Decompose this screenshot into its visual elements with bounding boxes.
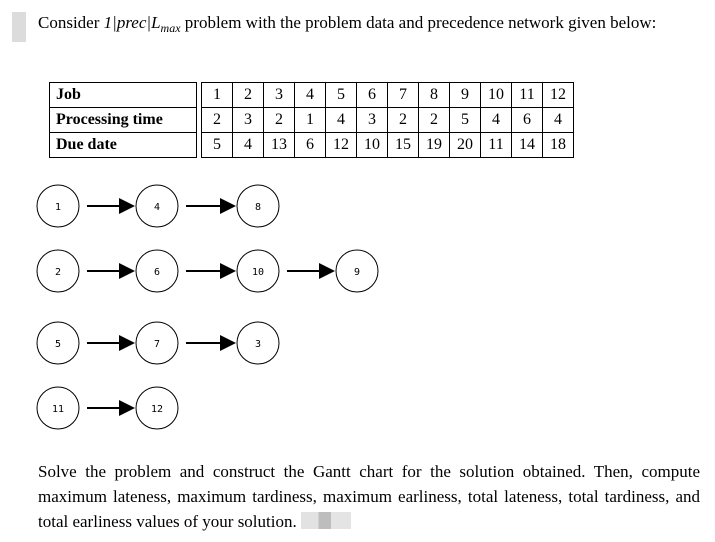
job-number-cell: 2: [233, 83, 264, 108]
due-date-cell: 20: [450, 133, 481, 158]
job-node-label: 5: [54, 339, 62, 350]
due-date-cell: 15: [388, 133, 419, 158]
job-number-cell: 9: [450, 83, 481, 108]
due-date-cell: 12: [326, 133, 357, 158]
job-number-cell: 8: [419, 83, 450, 108]
processing-time-cell: 4: [481, 108, 512, 133]
processing-time-cell: 2: [202, 108, 233, 133]
job-node-label: 8: [254, 202, 262, 213]
job-node-label: 7: [153, 339, 161, 350]
job-number-cell: 12: [543, 83, 574, 108]
job-number-cell: 10: [481, 83, 512, 108]
processing-time-cell: 2: [388, 108, 419, 133]
due-date-header: Due date: [50, 133, 197, 158]
processing-time-cell: 5: [450, 108, 481, 133]
job-number-cell: 4: [295, 83, 326, 108]
due-date-cell: 10: [357, 133, 388, 158]
due-date-cell: 14: [512, 133, 543, 158]
processing-time-cell: 4: [326, 108, 357, 133]
job-node-label: 12: [150, 404, 164, 415]
due-date-cell: 18: [543, 133, 574, 158]
job-node-label: 3: [254, 339, 262, 350]
processing-time-cell: 1: [295, 108, 326, 133]
job-node-label: 4: [153, 202, 161, 213]
job-node-label: 2: [54, 267, 62, 278]
intro-suffix: problem with the problem data and precedence network given below:: [180, 13, 657, 32]
question-text: [38, 459, 700, 534]
processing-time-cell: 6: [512, 108, 543, 133]
job-node-label: 1: [54, 202, 62, 213]
processing-time-cell: 4: [543, 108, 574, 133]
job-number-cell: 6: [357, 83, 388, 108]
due-date-cell: 4: [233, 133, 264, 158]
intro-prefix: Consider: [38, 13, 104, 32]
job-number-cell: 3: [264, 83, 295, 108]
job-node-label: 9: [353, 267, 361, 278]
redacted-mark: [301, 512, 351, 529]
question-body: Solve the problem and construct the Gantt chart for the solution obtained. Then, compute maximum lateness, maximum tardiness, maximum earliness, total lateness, total tardiness, and total earliness values of your solution.: [38, 462, 700, 531]
job-node-label: 11: [51, 404, 65, 415]
job-node-label: 6: [153, 267, 161, 278]
job-number-cell: 7: [388, 83, 419, 108]
due-date-cell: 13: [264, 133, 295, 158]
notation-subscript: max: [160, 21, 181, 35]
job-number-cell: 1: [202, 83, 233, 108]
job-node-label: 10: [251, 267, 265, 278]
processing-time-header: Processing time: [50, 108, 197, 133]
due-date-cell: 11: [481, 133, 512, 158]
due-date-cell: 6: [295, 133, 326, 158]
processing-time-cell: 3: [357, 108, 388, 133]
job-header: Job: [50, 83, 197, 108]
processing-time-cell: 2: [419, 108, 450, 133]
processing-time-cell: 2: [264, 108, 295, 133]
due-date-cell: 5: [202, 133, 233, 158]
processing-time-cell: 3: [233, 108, 264, 133]
due-date-cell: 19: [419, 133, 450, 158]
job-number-cell: 5: [326, 83, 357, 108]
job-number-cell: 11: [512, 83, 543, 108]
scheduling-notation: 1|prec|L: [103, 13, 161, 32]
